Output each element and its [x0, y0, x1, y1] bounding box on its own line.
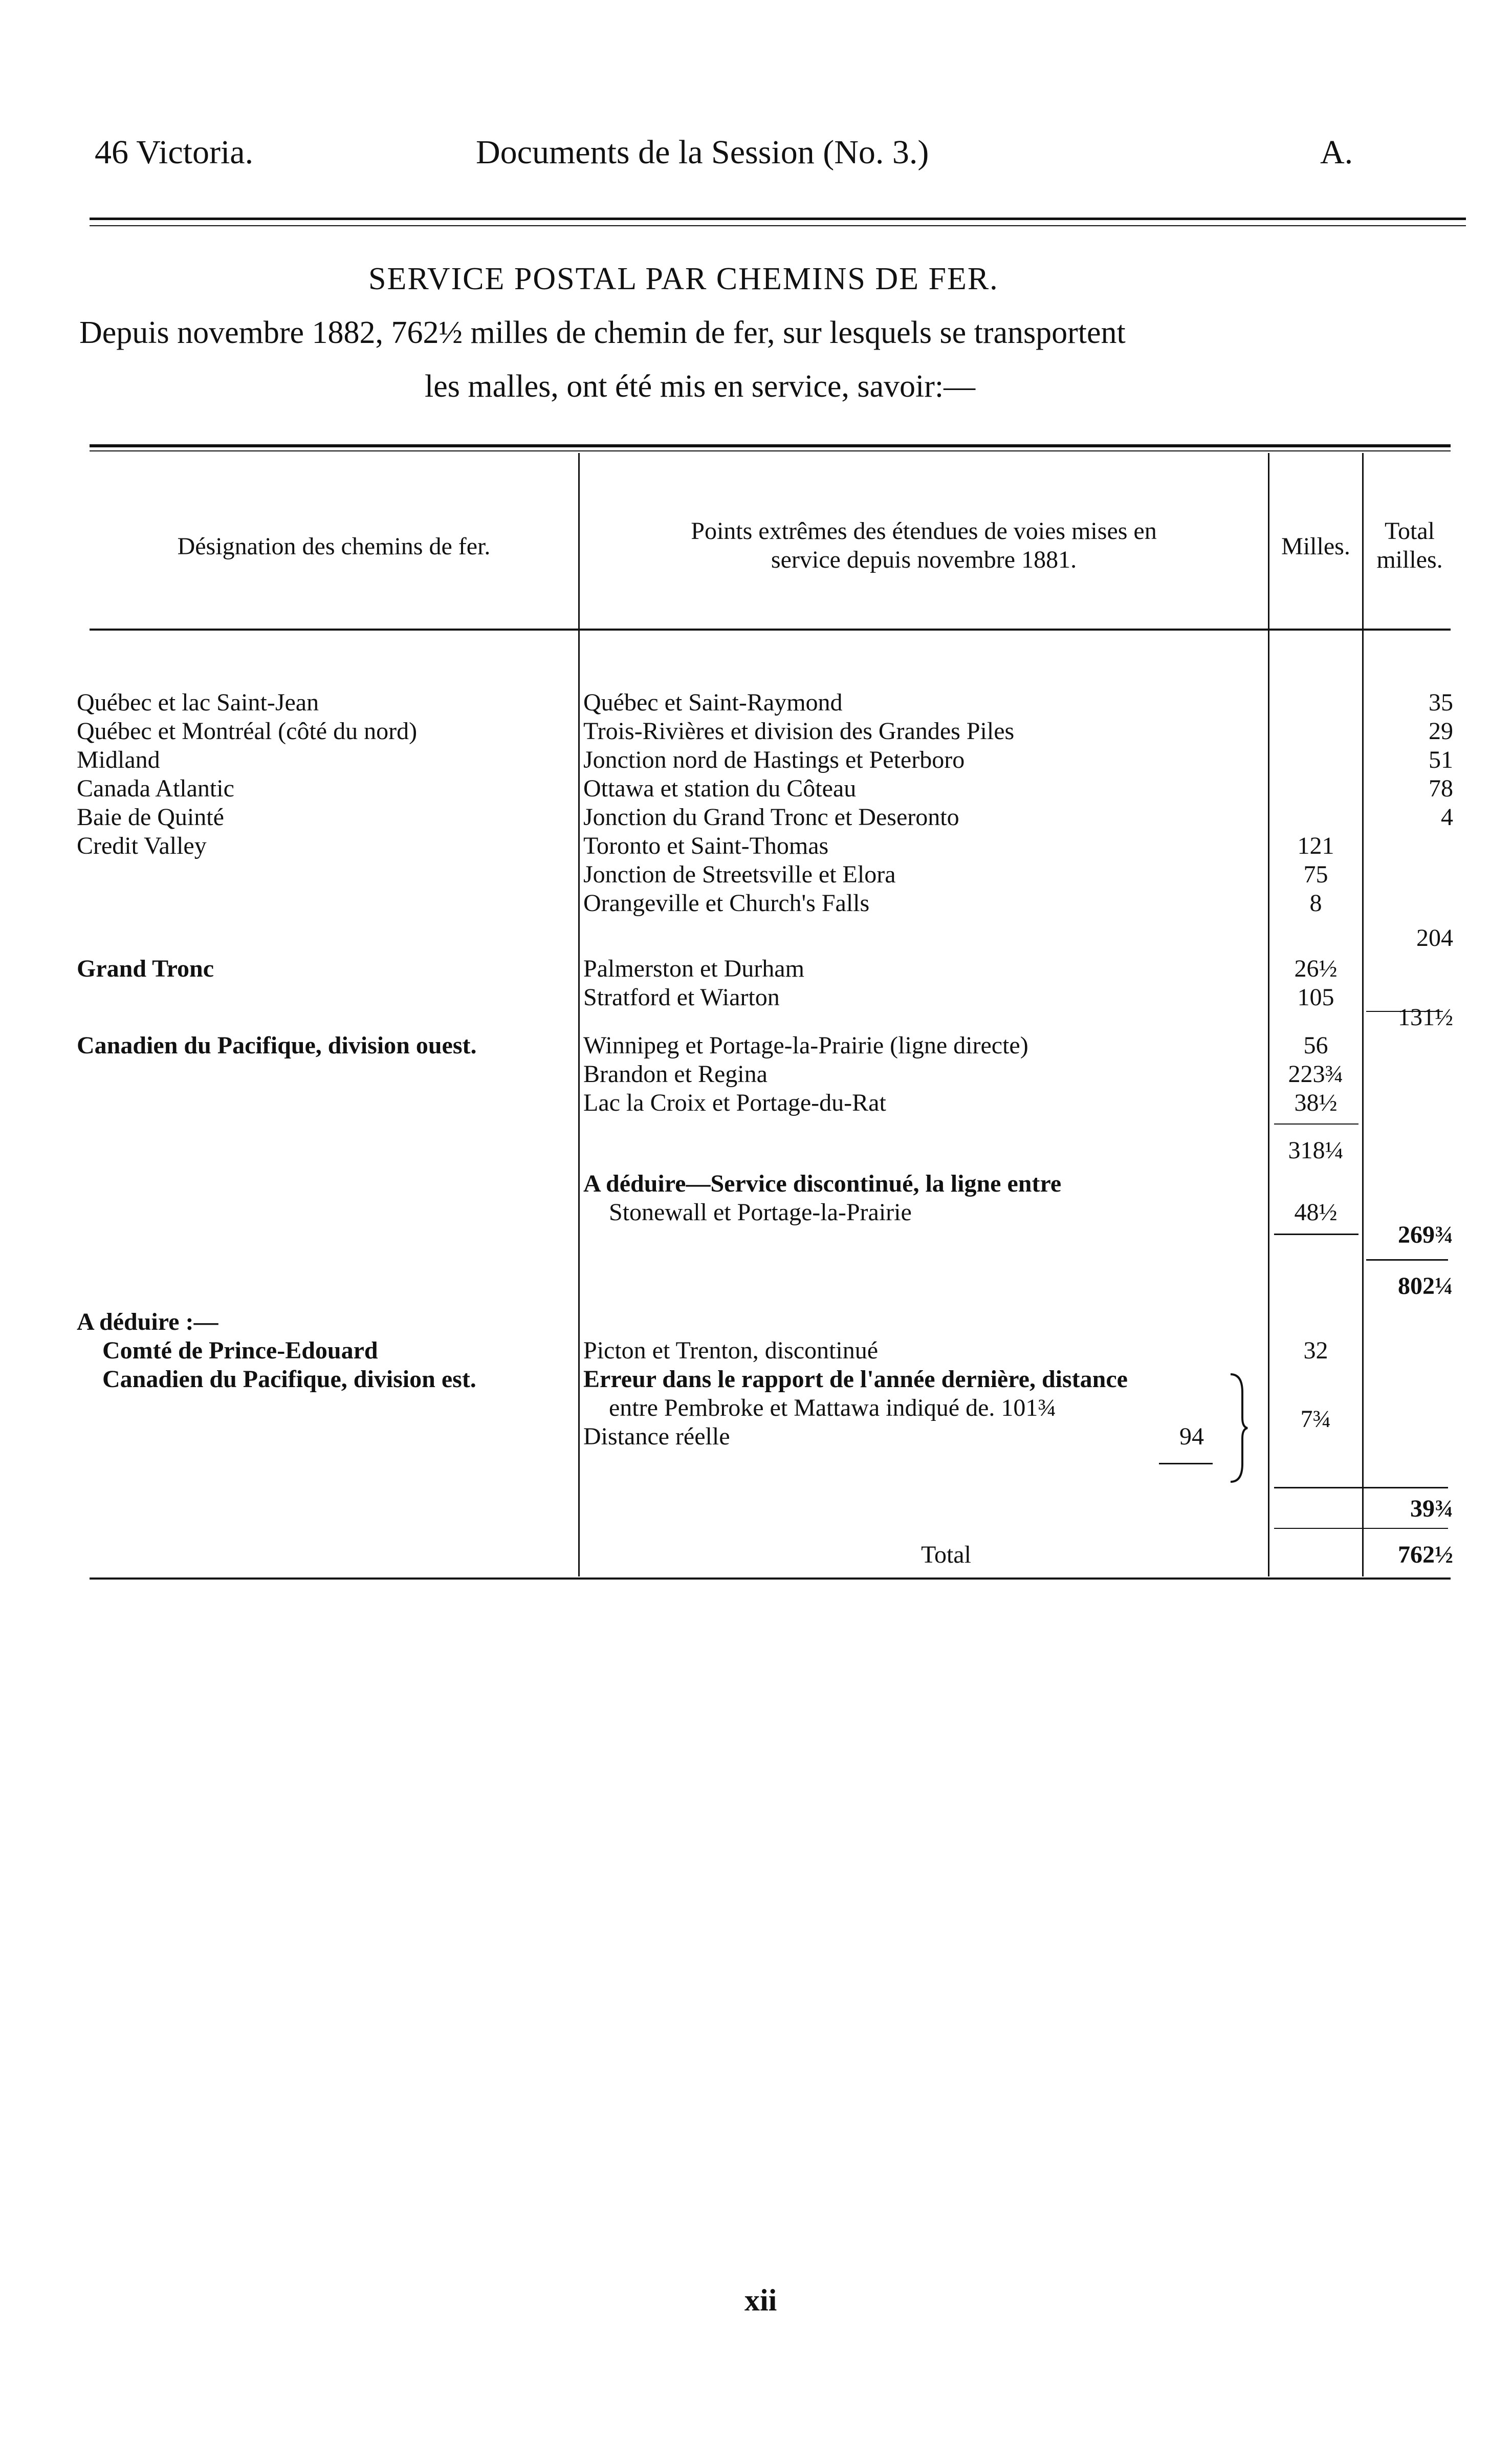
row-12-milles: 223¾ — [1288, 1061, 1344, 1088]
table-top-rule — [90, 444, 1451, 447]
row-7-milles: 75 — [1303, 861, 1328, 888]
grand-tronc-total: 131½ — [1398, 1004, 1453, 1031]
row-6-name: Credit Valley — [77, 832, 207, 859]
header-rule-top — [90, 218, 1466, 220]
row-10-point: Stratford et Wiarton — [583, 984, 780, 1011]
row-9-name: Grand Tronc — [77, 955, 214, 982]
deduct-1-rule — [1274, 1234, 1358, 1235]
row-9-milles: 26½ — [1294, 955, 1338, 982]
header-rule-bottom — [90, 225, 1466, 226]
column-head-points-1: Points extrêmes des étendues de voies mises en — [691, 517, 1157, 545]
header-right: A. — [1320, 134, 1353, 171]
deduct-2-row-1-name: Comté de Prince-Edouard — [102, 1337, 378, 1364]
deduct-2-row-2-milles: 7¾ — [1300, 1406, 1331, 1433]
row-11-name: Canadien du Pacifique, division ouest. — [77, 1032, 477, 1059]
cp-total: 269¾ — [1398, 1221, 1453, 1248]
cp-subtotal: 318¼ — [1288, 1137, 1344, 1164]
row-13-point: Lac la Croix et Portage-du-Rat — [583, 1089, 886, 1116]
row-2-name: Québec et Montréal (côté du nord) — [77, 718, 418, 745]
row-5-total: 4 — [1441, 804, 1453, 831]
header-center: Documents de la Session (No. 3.) — [476, 134, 929, 171]
page-title: SERVICE POSTAL PAR CHEMINS DE FER. — [368, 262, 999, 296]
row-4-name: Canada Atlantic — [77, 775, 234, 802]
row-1-total: 35 — [1429, 689, 1453, 716]
table-bottom-rule — [90, 1577, 1451, 1580]
row-4-total: 78 — [1429, 775, 1453, 802]
deduct-1-line-2: Stonewall et Portage-la-Prairie — [609, 1199, 912, 1226]
row-7-point: Jonction de Streetsville et Elora — [583, 861, 896, 888]
row-8-point: Orangeville et Church's Falls — [583, 890, 870, 917]
deduct-2-real-rule — [1159, 1463, 1213, 1464]
row-3-total: 51 — [1429, 746, 1453, 773]
table-top-rule-thin — [90, 450, 1451, 451]
row-2-point: Trois-Rivières et division des Grandes Piles — [583, 718, 1015, 745]
deduct-2-row-2-name: Canadien du Pacifique, division est. — [102, 1366, 476, 1393]
grand-subtotal: 802¼ — [1398, 1272, 1453, 1300]
deduct-2-sum: 39¾ — [1410, 1495, 1453, 1522]
row-10-milles: 105 — [1297, 984, 1334, 1011]
row-9-point: Palmerston et Durham — [583, 955, 804, 982]
column-divider-1 — [578, 453, 580, 1576]
brace-icon — [1228, 1372, 1248, 1484]
row-3-point: Jonction nord de Hastings et Peterboro — [583, 746, 965, 773]
total-label: Total — [921, 1541, 971, 1568]
row-2-total: 29 — [1429, 718, 1453, 745]
cp-sub-rule — [1274, 1123, 1358, 1125]
row-6-milles: 121 — [1297, 832, 1334, 859]
row-13-milles: 38½ — [1294, 1089, 1338, 1116]
header-left: 46 Victoria. — [95, 134, 254, 171]
row-11-milles: 56 — [1303, 1032, 1328, 1059]
row-5-point: Jonction du Grand Tronc et Deseronto — [583, 804, 959, 831]
row-11-point: Winnipeg et Portage-la-Prairie (ligne directe) — [583, 1032, 1028, 1059]
deduct-2-label: A déduire :— — [77, 1308, 218, 1335]
deduct-2-row-2-real: 94 — [1179, 1423, 1204, 1450]
row-6-point: Toronto et Saint-Thomas — [583, 832, 829, 859]
deduct-2-row-2-point-1: Erreur dans le rapport de l'année dernière, distance — [583, 1366, 1128, 1393]
column-head-total-2: milles. — [1376, 546, 1443, 573]
page-number: xii — [744, 2283, 777, 2317]
row-5-name: Baie de Quinté — [77, 804, 224, 831]
deduct-2-row-1-point: Picton et Trenton, discontinué — [583, 1337, 878, 1364]
row-1-name: Québec et lac Saint-Jean — [77, 689, 319, 716]
row-3-name: Midland — [77, 746, 160, 773]
deduct-2-sum-rule — [1274, 1487, 1448, 1488]
total-value: 762½ — [1398, 1541, 1453, 1568]
column-head-designation: Désignation des chemins de fer. — [177, 533, 491, 560]
row-1-point: Québec et Saint-Raymond — [583, 689, 843, 716]
grand-sub-rule — [1366, 1259, 1448, 1261]
intro-line-1: Depuis novembre 1882, 762½ milles de chemin de fer, sur lesquels se transportent — [79, 315, 1126, 350]
column-head-points-2: service depuis novembre 1881. — [771, 546, 1077, 573]
intro-line-2: les malles, ont été mis en service, savoir:— — [425, 369, 976, 404]
deduct-1-milles: 48½ — [1294, 1199, 1338, 1226]
deduct-1-line-1: A déduire—Service discontinué, la ligne entre — [583, 1170, 1062, 1197]
table-head-rule — [90, 629, 1451, 631]
row-4-point: Ottawa et station du Côteau — [583, 775, 857, 802]
credit-valley-total: 204 — [1416, 924, 1453, 952]
deduct-2-row-1-milles: 32 — [1303, 1337, 1328, 1364]
column-head-milles: Milles. — [1281, 533, 1350, 560]
deduct-2-row-2-point-2: entre Pembroke et Mattawa indiqué de. 101¾ — [609, 1394, 1057, 1421]
column-head-total-1: Total — [1385, 517, 1435, 545]
deduct-2-row-2-point-3: Distance réelle — [583, 1423, 730, 1450]
row-12-point: Brandon et Regina — [583, 1061, 768, 1088]
row-8-milles: 8 — [1309, 890, 1322, 917]
total-rule — [1274, 1528, 1448, 1529]
